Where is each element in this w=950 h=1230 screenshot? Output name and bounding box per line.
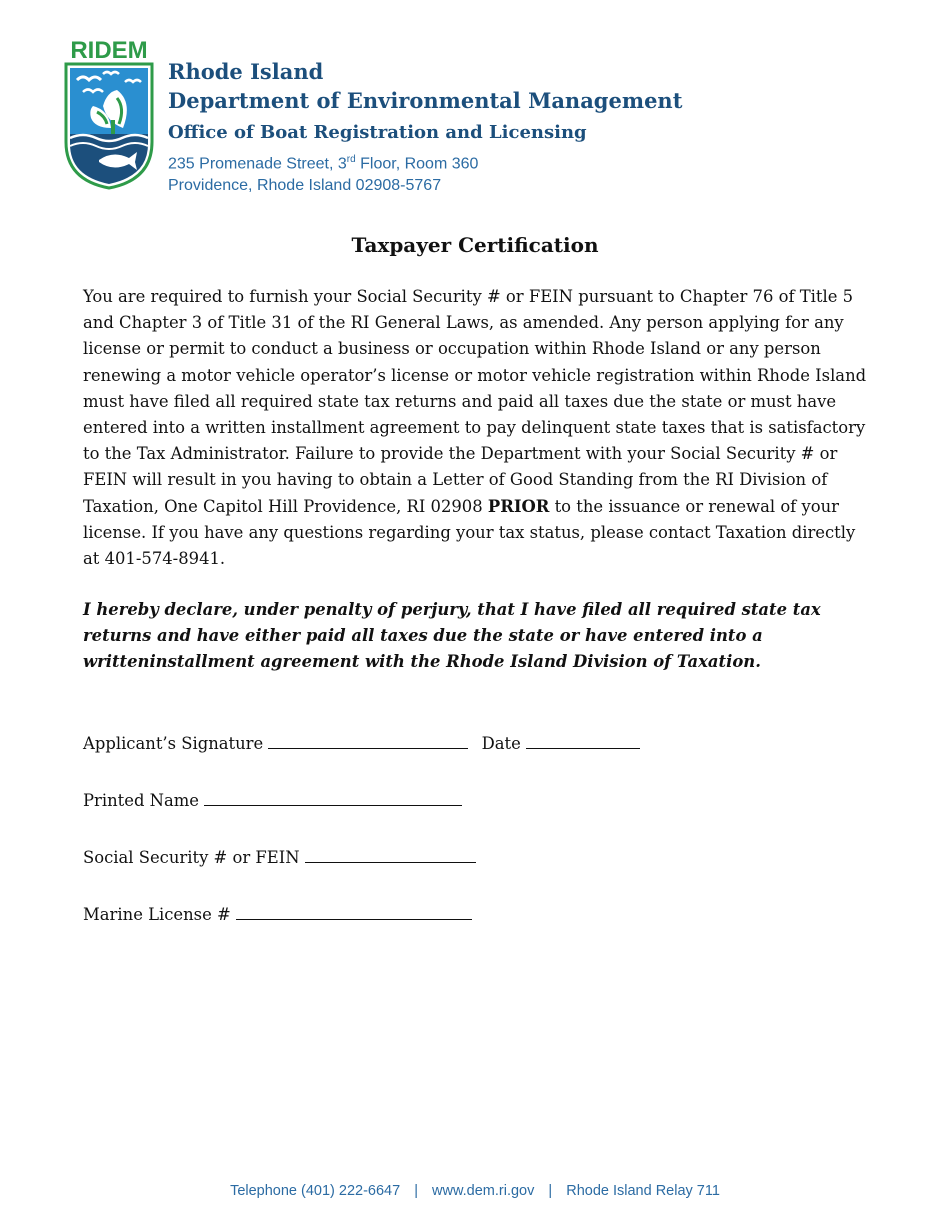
footer-website-link[interactable]: www.dem.ri.gov xyxy=(432,1183,535,1199)
marine-license-label: Marine License # xyxy=(83,905,231,924)
printed-name-field[interactable] xyxy=(204,791,462,806)
address-city: Providence, Rhode Island 02908-5767 xyxy=(168,177,442,195)
footer-telephone: Telephone (401) 222-6647 xyxy=(230,1183,401,1199)
declaration-paragraph: I hereby declare, under penalty of perjury, that I have filed all required state tax returns and have either paid all taxes due the state or have entered into a writteninstallment agreement with the Rhode Island Division of Taxation. xyxy=(83,600,821,672)
ssn-field[interactable] xyxy=(305,848,476,863)
printed-name-row xyxy=(83,791,462,810)
footer-relay: Rhode Island Relay 711 xyxy=(566,1183,720,1199)
org-line-1: Rhode Island xyxy=(168,59,324,84)
signature-row xyxy=(83,734,640,753)
page-title: Taxpayer Certification xyxy=(351,233,599,257)
ridem-shield-icon xyxy=(63,62,155,190)
ssn-row xyxy=(83,848,476,867)
footer xyxy=(0,1183,950,1199)
office-name: Office of Boat Registration and Licensing xyxy=(168,122,587,143)
signature-label: Applicant’s Signature xyxy=(83,734,264,753)
printed-name-label: Printed Name xyxy=(83,791,200,810)
address-block xyxy=(168,149,478,197)
org-line-2: Department of Environmental Management xyxy=(168,88,683,113)
date-label: Date xyxy=(481,734,521,753)
footer-separator: | xyxy=(548,1183,553,1199)
marine-license-field[interactable] xyxy=(236,905,472,920)
prior-emphasis: PRIOR xyxy=(487,496,550,516)
address-street: 235 Promenade Street, 3rd Floor, Room 360 xyxy=(168,154,479,173)
logo-text: RIDEM xyxy=(70,37,148,64)
body-paragraph: You are required to furnish your Social Security # or FEIN pursuant to Chapter 76 of Title 5 and Chapter 3 of Title 31 of the RI General Laws, as amended. Any person applying for any license or permit to conduct a business or occupation within Rhode Island or any person renewing a motor vehicle operator’s license or motor vehicle registration within Rhode Island must have filed all required state tax returns and paid all taxes due the state or must have entered into a written installment agreement to pay delinquent state taxes that is satisfactory to the Tax Administrator. Failure to provide the Department with your Social Security # or FEIN will result in you having to obtain a Letter of Good Standing from the RI Division of Taxation, One Capitol Hill Providence, RI 02908 PRIOR to the issuance or renewal of your license. If you have any questions regarding your tax status, please contact Taxation directly at 401-574-8941. xyxy=(83,287,867,569)
ridem-logo xyxy=(63,38,155,190)
marine-license-row xyxy=(83,905,472,924)
date-field[interactable] xyxy=(526,734,640,749)
ssn-label: Social Security # or FEIN xyxy=(83,848,300,867)
signature-field[interactable] xyxy=(268,734,468,749)
organization-name xyxy=(168,57,682,115)
footer-separator: | xyxy=(414,1183,418,1199)
